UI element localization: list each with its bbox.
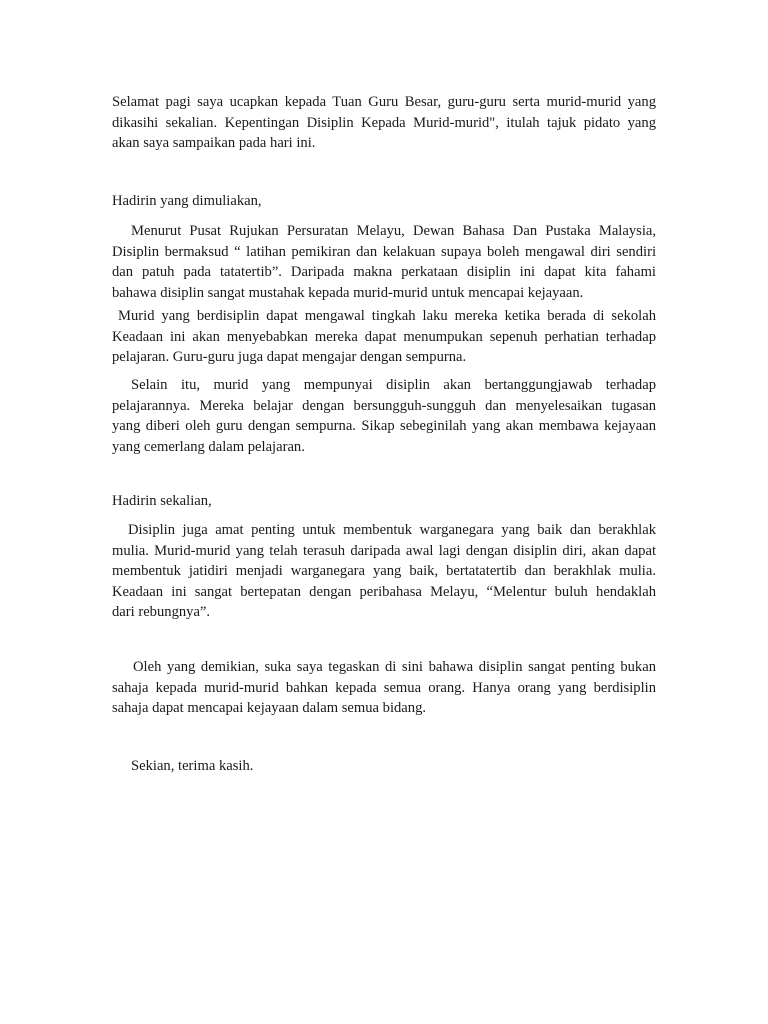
paragraph-3-line-3: yang diberi oleh guru dengan sempurna. Sikap sebeginilah yang akan membawa kejayaan: [112, 418, 656, 434]
greeting-line-3: akan saya sampaikan pada hari ini.: [112, 135, 316, 151]
paragraph-4-line-1: Disiplin juga amat penting untuk membentuk warganegara yang baik dan berakhlak: [128, 522, 656, 538]
paragraph-3-line-4: yang cemerlang dalam pelajaran.: [112, 438, 305, 455]
paragraph-5-line-3: sahaja dapat mencapai kejayaan dalam semua bidang.: [112, 700, 427, 716]
salutation-2: Hadirin sekalian,: [112, 493, 212, 509]
paragraph-4-line-3: membentuk jatidiri menjadi warganegara yang baik, bertatatertib dan berakhlak mulia.: [112, 563, 656, 579]
paragraph-1-line-1: Menurut Pusat Rujukan Persuratan Melayu, Dewan Bahasa Dan Pustaka Malaysia,: [131, 223, 656, 239]
paragraph-4-line-5: dari rebungnya”.: [112, 604, 211, 620]
paragraph-2-line-3: pelajaran. Guru-guru juga dapat mengajar dengan sempurna.: [112, 349, 467, 365]
paragraph-1: [112, 221, 656, 303]
paragraph-4-line-4: Keadaan ini sangat bertepatan dengan peribahasa Melayu, “Melentur buluh hendaklah: [112, 583, 656, 600]
paragraph-5-line-2: sahaja kepada murid-murid bahkan kepada semua orang. Hanya orang yang berdisiplin: [112, 679, 656, 696]
paragraph-4-line-2: mulia. Murid-murid yang telah terasuh daripada awal lagi dengan disiplin diri, akan dapat: [112, 542, 656, 559]
greeting-line-1: Selamat pagi saya ucapkan kepada Tuan Guru Besar, guru-guru serta murid-murid yang: [112, 94, 656, 110]
paragraph-1-line-4: bahawa disiplin sangat mustahak kepada murid-murid untuk mencapai kejayaan.: [112, 284, 584, 301]
paragraph-3-line-2: pelajarannya. Mereka belajar dengan bersungguh-sungguh dan menyelesaikan tugasan: [112, 397, 656, 414]
paragraph-4: [112, 520, 656, 623]
paragraph-1-line-3: dan patuh pada tatatertib”. Daripada makna perkataan disiplin ini dapat kita fahami: [112, 264, 656, 280]
salutation-1: Hadirin yang dimuliakan,: [112, 193, 262, 209]
paragraph-1-line-2: Disiplin bermaksud “ latihan pemikiran dan kelakuan supaya boleh mengawal diri sendiri: [112, 243, 656, 260]
paragraph-2-line-2: Keadaan ini akan menyebabkan mereka dapat menumpukan sepenuh perhatian terhadap: [112, 328, 656, 345]
paragraph-5-line-1: Oleh yang demikian, suka saya tegaskan di sini bahawa disiplin sangat penting bukan: [133, 659, 656, 675]
greeting-paragraph: [112, 92, 656, 154]
paragraph-2: [112, 306, 656, 368]
greeting-line-2: dikasihi sekalian. Kepentingan Disiplin Kepada Murid-murid", itulah tajuk pidato yang: [112, 114, 656, 131]
closing: Sekian, terima kasih.: [131, 758, 254, 774]
paragraph-3-line-1: Selain itu, murid yang mempunyai disiplin akan bertanggungjawab terhadap: [131, 377, 656, 393]
paragraph-2-line-1: Murid yang berdisiplin dapat mengawal tingkah laku mereka ketika berada di sekolah: [118, 308, 656, 324]
paragraph-3: [112, 375, 656, 457]
paragraph-5: [112, 657, 656, 719]
